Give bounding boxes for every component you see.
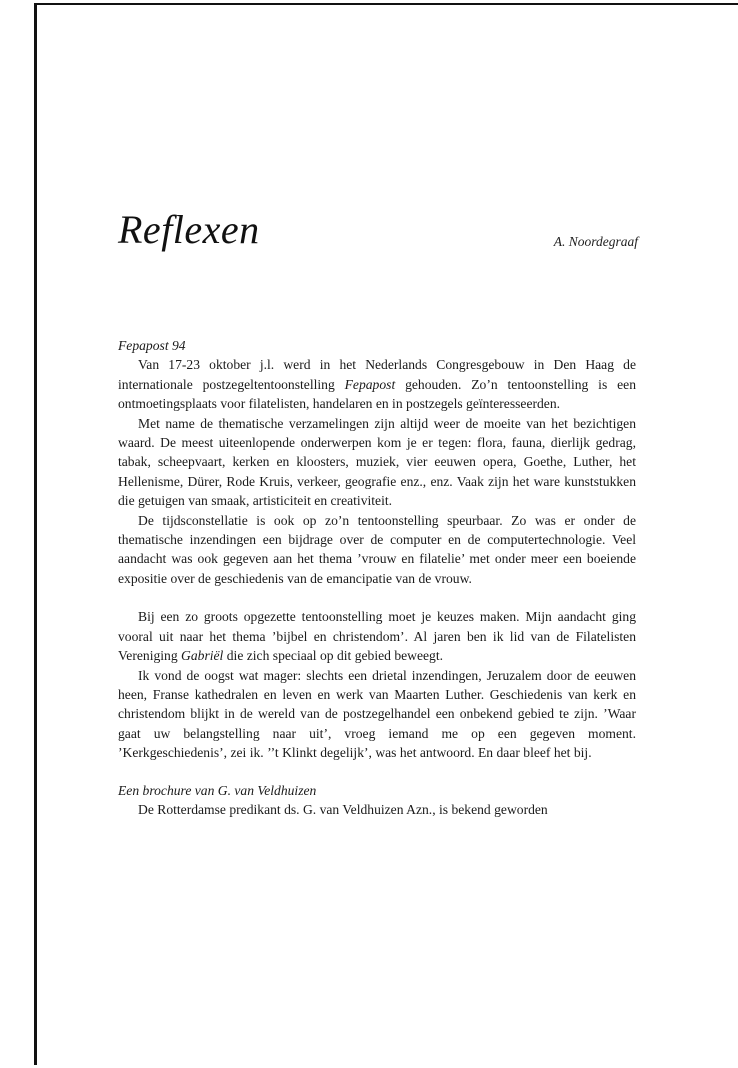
paragraph-1: Van 17-23 oktober j.l. werd in het Nederlands Congresgebouw in Den Haag de internationale postzegeltentoonstelling Fepapost gehouden. Zo’n tentoonstelling is een ontmoetingsplaats voor filatelisten, handelaren en in postzegels geïnteresseerden. <box>118 357 636 412</box>
article-title: Reflexen <box>118 207 260 252</box>
section-heading-brochure: Een brochure van G. van Veldhuizen <box>118 782 317 798</box>
article-body <box>118 336 636 819</box>
paragraph-2: Met name de thematische verzamelingen zijn altijd weer de moeite van het bezichtigen waard. De meest uiteenlopende onderwerpen kom je er tegen: flora, fauna, dierlijk gedrag, tabak, scheepvaart, kerken en kloosters, muziek, vier eeuwen opera, Goethe, Luther, het Hellenisme, Dürer, Rode Kruis, verkeer, geografie enz., enz. Vaak zijn het ware kunststukken die getuigen van smaak, artisticiteit en creativiteit. <box>118 415 636 509</box>
section-break <box>118 588 636 607</box>
paragraph-5: Ik vond de oogst wat mager: slechts een drietal inzendingen, Jeruzalem door de eeuwen heen, Franse kathedralen en leven en werk van Maarten Luther. Geschiedenis van kerk en christendom blijkt in de wereld van de postzegelhandel een onbekend gebied te zijn. ’Waar gaat uw belangstelling naar uit’, vroeg iemand me op een gegeven moment. ’Kerkgeschiedenis’, zei ik. ’’t Klinkt degelijk’, was het antwoord. En daar bleef het bij. <box>118 667 636 761</box>
paragraph-6: De Rotterdamse predikant ds. G. van Veldhuizen Azn., is bekend geworden <box>138 801 548 817</box>
paragraph-3: De tijdsconstellatie is ook op zo’n tentoonstelling speurbaar. Zo was er onder de thematische inzendingen een bijdrage over de computer en de computertechnologie. Veel aandacht was ook gegeven aan het thema ’vrouw en filatelie’ met onder meer een boeiende expositie over de geschiedenis van de emancipatie van de vrouw. <box>118 512 636 586</box>
page-left-border <box>34 3 37 1065</box>
emphasis-fepapost: Fepapost <box>344 376 396 392</box>
section-heading-fepapost: Fepapost 94 <box>118 338 186 353</box>
emphasis-gabriel: Gabriël <box>181 648 224 664</box>
page-top-border <box>36 3 738 5</box>
article-author: A. Noordegraaf <box>553 234 638 249</box>
paragraph-4: Bij een zo groots opgezette tentoonstelling moet je keuzes maken. Mijn aandacht ging vooral uit naar het thema ’bijbel en christendom’. Al jaren ben ik lid van de Filatelisten Vereniging Gabriël die zich speciaal op dit gebied beweegt. <box>118 609 636 664</box>
section-break <box>118 763 636 781</box>
